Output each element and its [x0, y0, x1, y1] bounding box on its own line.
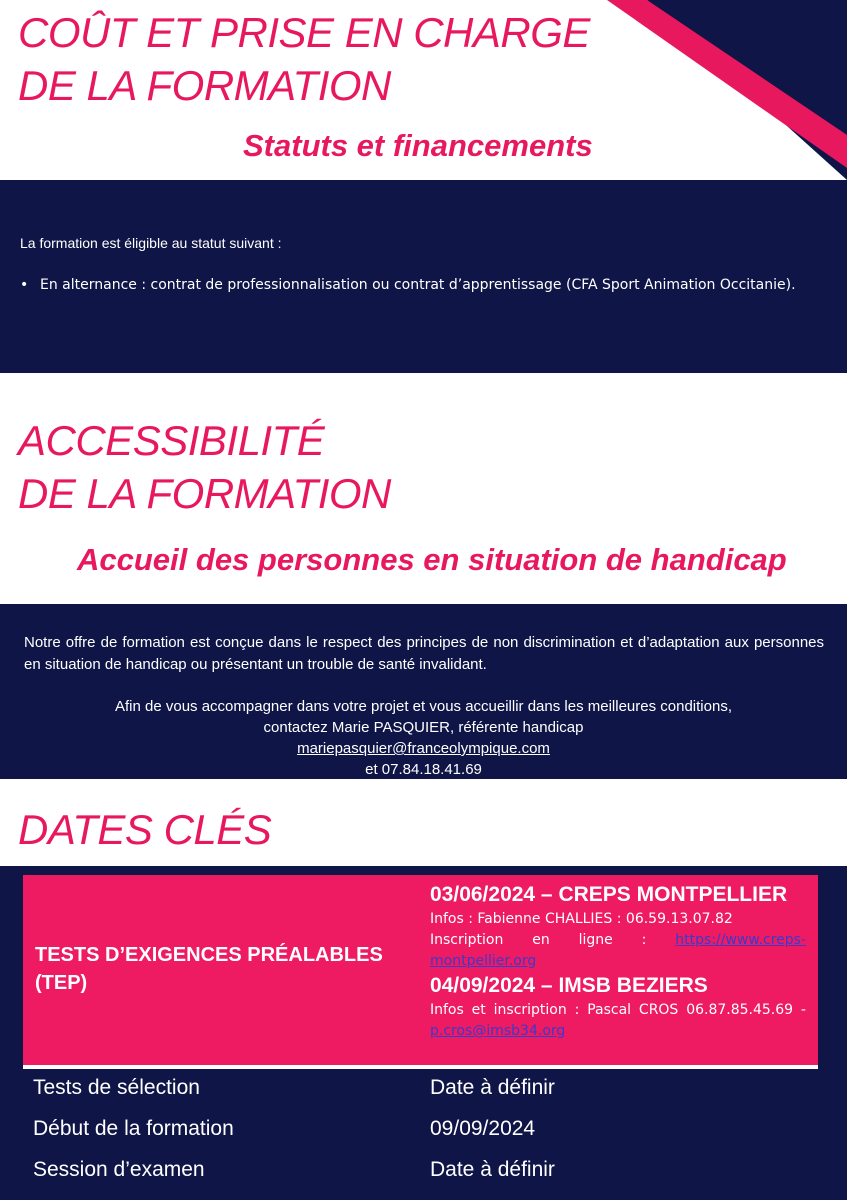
tep-session1-inscription-label: Inscription en ligne :: [430, 932, 676, 948]
tep-block: [23, 875, 818, 1069]
imsb-email-link[interactable]: p.cros@imsb34.org: [430, 1023, 566, 1039]
creps-website-link[interactable]: https://www.creps-montpellier.org: [430, 932, 806, 969]
status-item-text: En alternance : contrat de professionnalisation ou contrat d’apprentissage (CFA Sport Animation Occitanie).: [40, 277, 796, 293]
date-row: [0, 1070, 847, 1106]
corner-stripe-decoration: [607, 0, 847, 180]
tep-label: TESTS D’EXIGENCES PRÉALABLES (TEP): [35, 944, 383, 994]
tep-session1-info: Infos : Fabienne CHALLIES : 06.59.13.07.82: [430, 911, 733, 927]
date-row-label: Session d’examen: [33, 1158, 205, 1181]
referent-phone: et 07.84.18.41.69: [365, 761, 482, 778]
accessibility-title-line1: ACCESSIBILITÉ: [18, 417, 325, 464]
contact-line1: Afin de vous accompagner dans votre projet et vous accueillir dans les meilleures conditions,: [115, 698, 732, 715]
cost-title-line2: DE LA FORMATION: [18, 62, 391, 109]
date-row-value: 09/09/2024: [430, 1117, 536, 1140]
tep-session2-info-text: Infos et inscription : Pascal CROS 06.87.85.45.69 -: [430, 1002, 806, 1018]
accessibility-title: [18, 414, 391, 520]
date-row-label: Début de la formation: [33, 1117, 234, 1140]
cost-title: [18, 6, 590, 112]
accessibility-title-line2: DE LA FORMATION: [18, 470, 391, 517]
tep-session2-date: 04/09/2024 – IMSB BEZIERS: [430, 974, 708, 997]
date-row: [0, 1111, 847, 1147]
tep-session2-info: [430, 1000, 806, 1042]
cost-subtitle: Statuts et financements: [243, 128, 593, 163]
date-row-value: Date à définir: [430, 1076, 555, 1099]
referent-email-link[interactable]: mariepasquier@franceolympique.com: [297, 740, 550, 757]
accessibility-contact: [0, 696, 847, 780]
date-row: [0, 1152, 847, 1188]
dates-title: DATES CLÉS: [18, 806, 272, 853]
accessibility-subtitle: Accueil des personnes en situation de handicap: [77, 542, 787, 577]
contact-line3: [0, 738, 847, 780]
accessibility-paragraph: Notre offre de formation est conçue dans le respect des principes de non discrimination et d’adaptation aux personnes en situation de handicap ou présentant un trouble de santé invalidant.: [24, 634, 824, 673]
status-list-item: [20, 275, 820, 296]
tep-sessions: [430, 881, 806, 1042]
bullet-icon: •: [20, 277, 29, 293]
tep-session1-inscription: [430, 930, 806, 972]
tep-session1-date: 03/06/2024 – CREPS MONTPELLIER: [430, 883, 788, 906]
contact-line2: contactez Marie PASQUIER, référente handicap: [263, 719, 584, 736]
cost-title-line1: COÛT ET PRISE EN CHARGE: [18, 9, 590, 56]
accessibility-band: [0, 604, 847, 779]
date-row-label: Tests de sélection: [33, 1076, 200, 1099]
date-row-value: Date à définir: [430, 1158, 555, 1181]
status-intro: La formation est éligible au statut suivant :: [20, 235, 282, 251]
status-band: [0, 180, 847, 373]
